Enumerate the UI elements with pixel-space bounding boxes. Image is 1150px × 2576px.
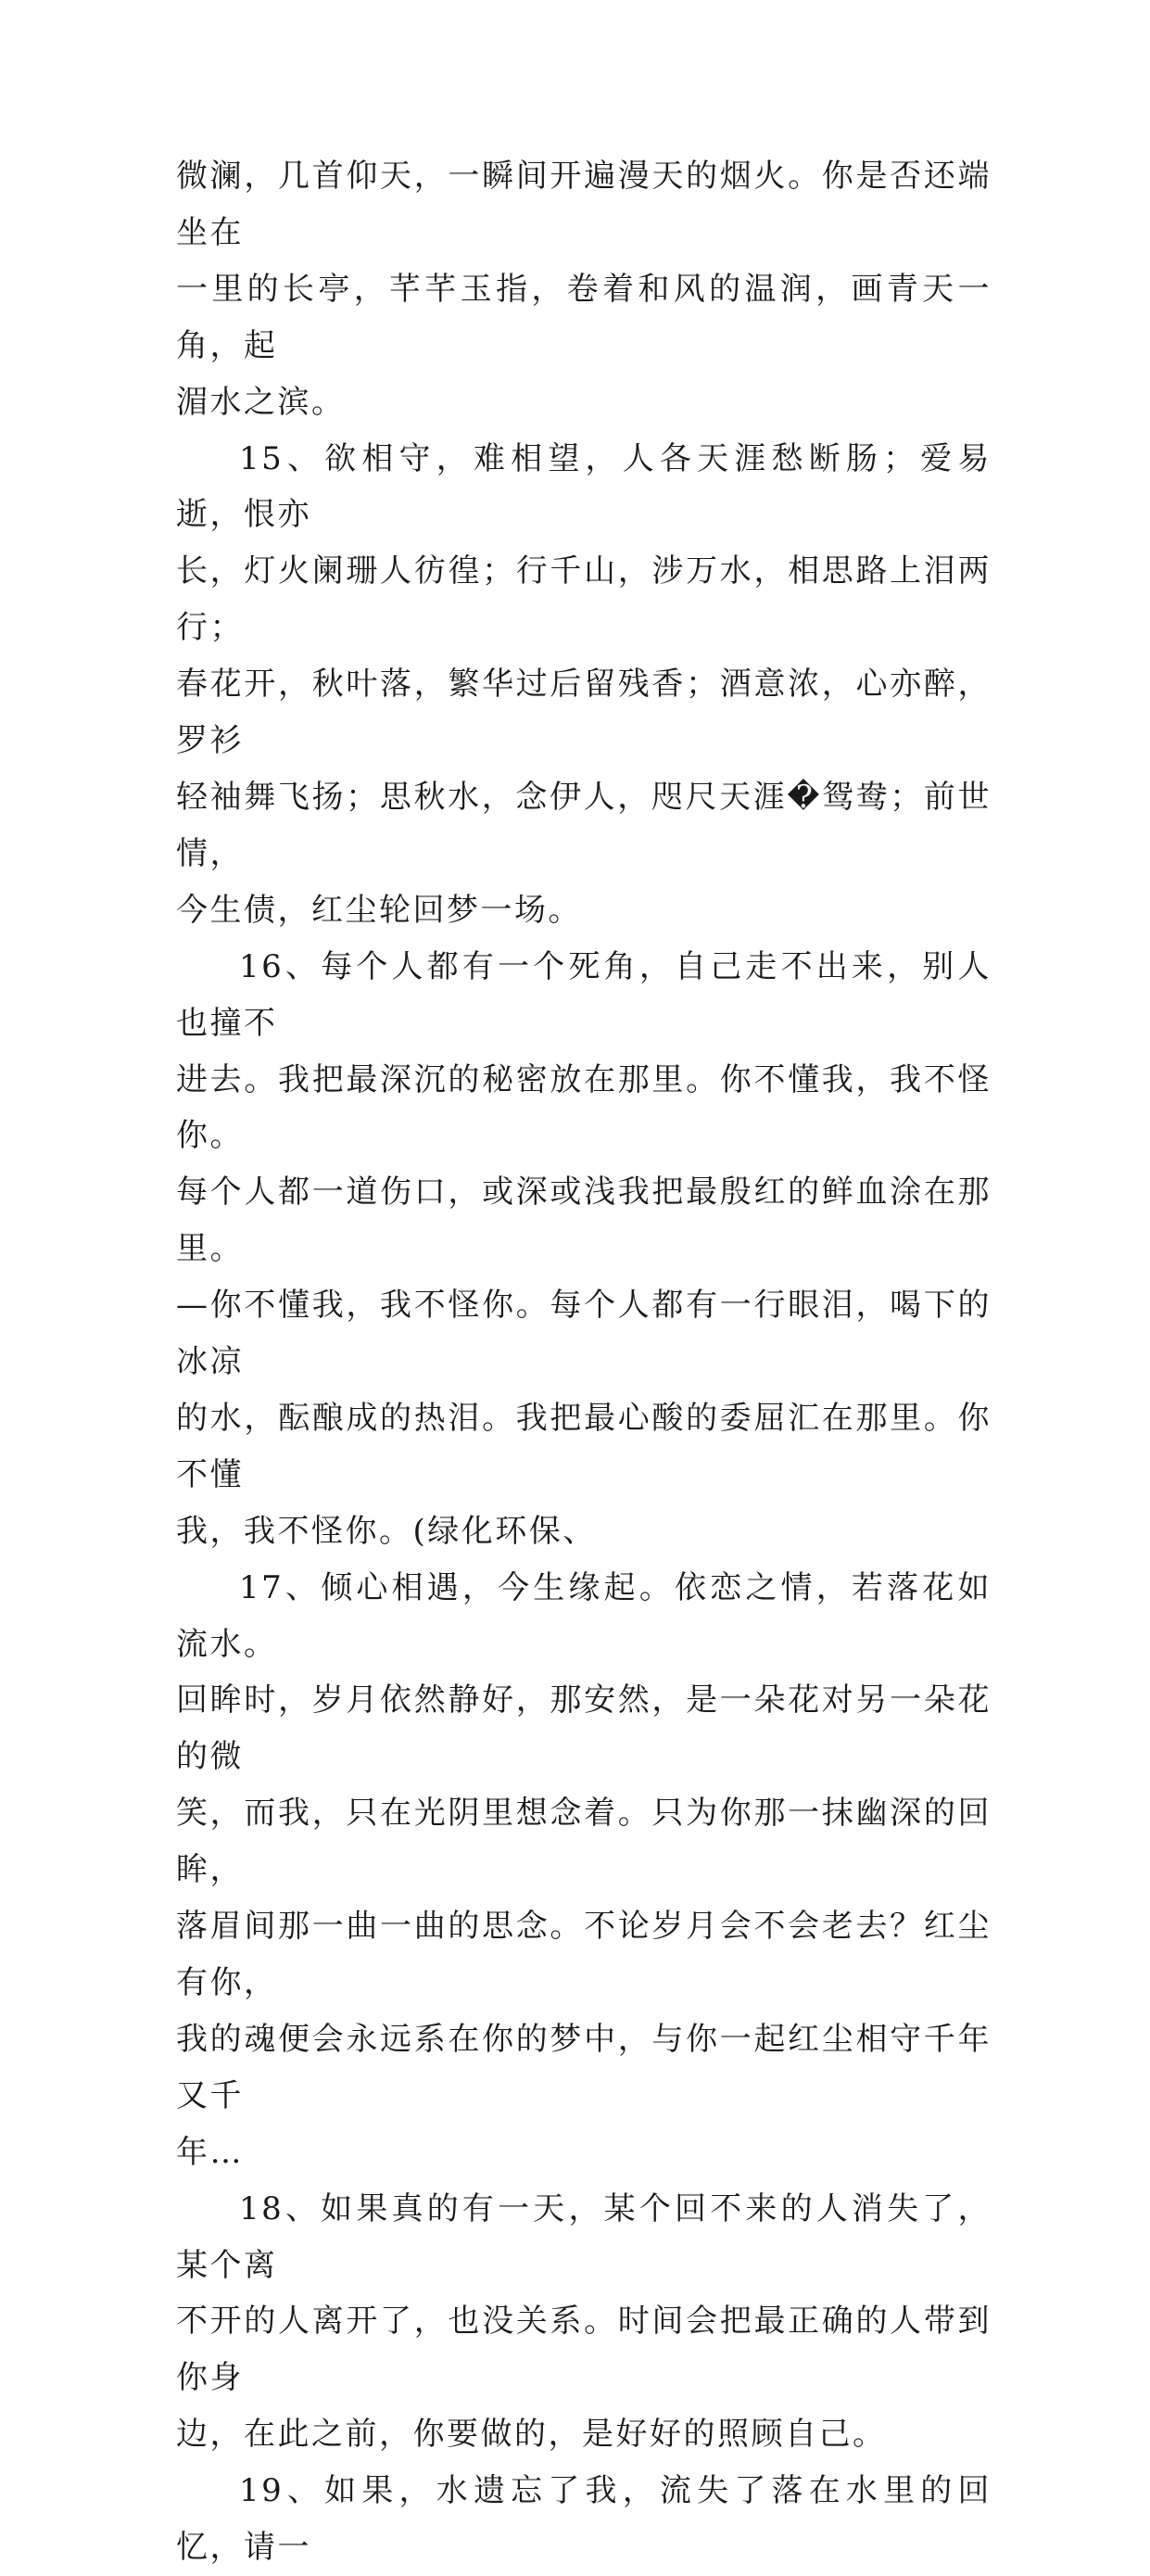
text-line: —你不懂我，我不怪你。每个人都有一行眼泪，喝下的冰凉 xyxy=(176,1287,992,1381)
text-line: 边，在此之前，你要做的，是好好的照顾自己。 xyxy=(176,2416,887,2454)
paragraph-15 xyxy=(176,431,992,939)
text-line: 我，我不怪你。(绿化环保、 xyxy=(176,1512,597,1550)
text-line: 湄水之滨。 xyxy=(176,383,346,421)
text-line: 笑，而我，只在光阴里想念着。只为你那一抹幽深的回眸， xyxy=(176,1795,992,1889)
paragraph-19 xyxy=(176,2463,992,2576)
text-line: 今生债，红尘轮回梦一场。 xyxy=(176,891,582,929)
text-line: 19、如果，水遗忘了我，流失了落在水里的回忆，请一 xyxy=(176,2472,992,2567)
text-line: 春花开，秋叶落，繁华过后留残香；酒意浓，心亦醉，罗衫 xyxy=(176,666,992,760)
text-line: 年… xyxy=(176,2133,244,2171)
text-line: 我的魂便会永远系在你的梦中，与你一起红尘相守千年又千 xyxy=(176,2020,992,2114)
text-line: 16、每个人都有一个死角，自己走不出来，别人也撞不 xyxy=(176,947,992,1042)
text-line: 一里的长亭，芊芊玉指，卷着和风的温润，画青天一角，起 xyxy=(176,270,992,364)
text-line: 17、倾心相遇，今生缘起。依恋之情，若落花如流水。 xyxy=(176,1568,992,1663)
text-line: 每个人都一道伤口，或深或浅我把最殷红的鲜血涂在那里。 xyxy=(176,1174,992,1268)
text-line: 进去。我把最深沉的秘密放在那里。你不懂我，我不怪你。 xyxy=(176,1060,992,1155)
text-line: 长，灯火阑珊人彷徨；行千山，涉万水，相思路上泪两行； xyxy=(176,552,992,647)
text-line: 的水，酝酿成的热泪。我把最心酸的委屈汇在那里。你不懂 xyxy=(176,1399,992,1493)
paragraph-continuation xyxy=(176,148,992,431)
body-text xyxy=(176,148,992,2576)
text-line: 回眸时，岁月依然静好，那安然，是一朵花对另一朵花的微 xyxy=(176,1681,992,1776)
text-line: 18、如果真的有一天，某个回不来的人消失了，某个离 xyxy=(176,2189,992,2284)
paragraph-16 xyxy=(176,939,992,1560)
text-line: 落眉间那一曲一曲的思念。不论岁月会不会老去？红尘有你， xyxy=(176,1908,992,2001)
text-line: 15、欲相守，难相望，人各天涯愁断肠；爱易逝，恨亦 xyxy=(176,439,992,534)
paragraph-18 xyxy=(176,2181,992,2464)
text-line: 微澜，几首仰天，一瞬间开遍漫天的烟火。你是否还端坐在 xyxy=(176,158,992,251)
text-line: 不开的人离开了，也没关系。时间会把最正确的人带到你身 xyxy=(176,2303,992,2397)
text-line: 轻袖舞飞扬；思秋水，念伊人，咫尺天涯�鸳鸯；前世情， xyxy=(176,778,992,872)
paragraph-17 xyxy=(176,1560,992,2181)
